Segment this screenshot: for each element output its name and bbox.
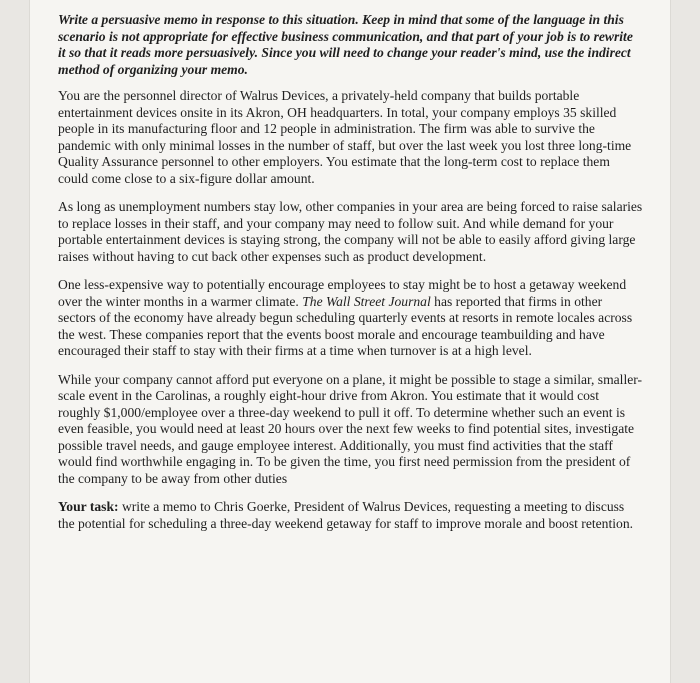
publication-title: The Wall Street Journal <box>302 293 431 309</box>
paragraph-3-text-b: has reported that firms in other sectors of the economy have already begun scheduling quarterly events at resorts in remote locales across the west. These companies report that the events boost morale and encourage teambuilding and have encouraged their staff to stay with their firms at a time when turnover is at a high level. <box>58 293 633 358</box>
scenario-paragraph-2: As long as unemployment numbers stay low, other companies in your area are being forced to raise salaries to replace losses in their staff, and your company may need to follow suit. And while demand for your portable entertainment devices is staying strong, the company will not be able to easily afford giving large raises without having to cut back other expenses such as product development. <box>58 199 643 264</box>
scenario-paragraph-4: While your company cannot afford put everyone on a plane, it might be possible to stage a similar, smaller-scale event in the Carolinas, a roughly eight-hour drive from Akron. You estimate that it would cost roughly $1,000/employee over a three-day weekend to pull it off. To determine whether such an event is even feasible, you would need at least 20 hours over the next few weeks to find potential sites, investigate possible travel needs, and gauge employee interest. Additionally, you must find activities that the staff would find worthwhile engaging in. To be given the time, you first need permission from the president of the company to be away from other duties <box>58 371 643 486</box>
scenario-paragraph-3 <box>58 277 643 360</box>
task-text: write a memo to Chris Goerke, President of Walrus Devices, requesting a meeting to discuss the potential for scheduling a three-day weekend getaway for staff to improve morale and boost retention. <box>58 499 634 531</box>
task-label: Your task: <box>58 499 119 514</box>
document-content <box>58 12 643 544</box>
assignment-instructions: Write a persuasive memo in response to this situation. Keep in mind that some of the language in this scenario is not appropriate for effective business communication, and that part of your job is to rewrite it so that it reads more persuasively. Since you will need to change your reader's mind, use the indirect method of organizing your memo. <box>58 12 633 77</box>
task-paragraph <box>58 499 643 532</box>
paragraph-3-text-a: One less-expensive way to potentially encourage employees to stay might be to host a getaway weekend over the winter months in a warmer climate. <box>58 277 627 309</box>
scenario-paragraph-1: You are the personnel director of Walrus Devices, a privately-held company that builds portable entertainment devices onsite in its Akron, OH headquarters. In total, your company employs 35 skilled people in its manufacturing floor and 12 people in administration. The firm was able to survive the pandemic with only minimal losses in the number of staff, but over the last week you lost three long-time Quality Assurance personnel to other employers. You estimate that the long-term cost to replace them could come close to a six-figure dollar amount. <box>58 88 632 186</box>
document-page <box>30 0 670 683</box>
